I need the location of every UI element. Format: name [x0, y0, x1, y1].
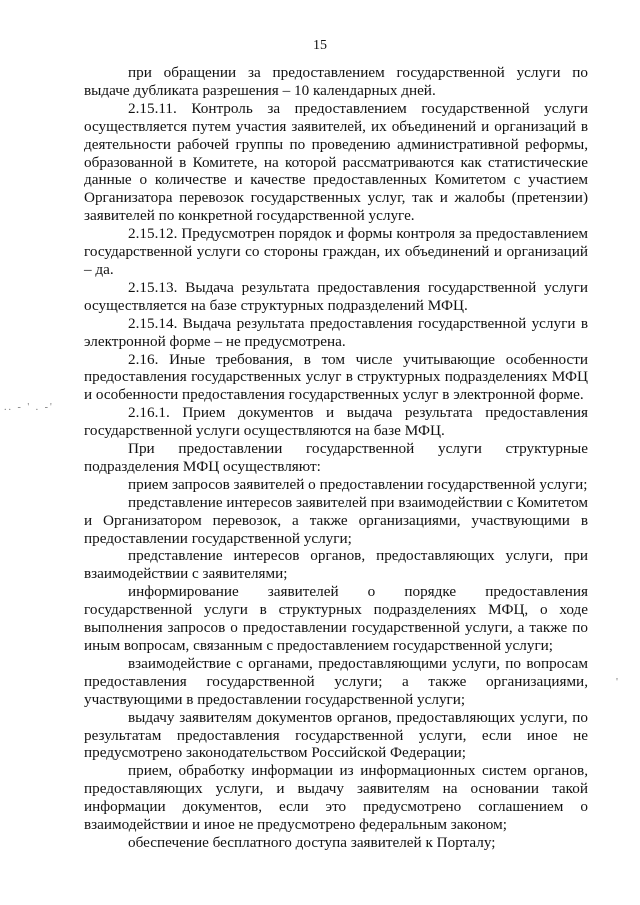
- paragraph: 2.15.12. Предусмотрен порядок и формы контроля за предоставлением государственной услуги со стороны граждан, их объединений и организаций – да.: [84, 225, 588, 278]
- paragraph: 2.15.11. Контроль за предоставлением государственной услуги осуществляется путем участия заявителей, их объединений и организаций в деятельности рабочей группы по проведению административной реформы, образованной в Комитете, на которой рассматриваются как статистические данные о количестве и качестве предоставленных Комитетом с участием Организатора перевозок государственных услуг, так и жалобы (претензии) заявителей по конкретной государственной услуге.: [84, 99, 588, 225]
- paragraph: 2.16. Иные требования, в том числе учитывающие особенности предоставления государственных услуг в структурных подразделениях МФЦ и особенности предоставления государственных услуг в электронной форме.: [84, 350, 588, 404]
- margin-scan-mark: ': [616, 676, 618, 688]
- list-item: прием, обработку информации из информационных систем органов, предоставляющих услуги, и выдачу заявителям на основании такой информации документов, если это предусмотрено соглашением о взаимодействии и иное не предусмотрено федеральным законом;: [84, 762, 588, 834]
- paragraph: 2.15.13. Выдача результата предоставления государственной услуги осуществляется на базе структурных подразделений МФЦ.: [84, 278, 588, 314]
- margin-scan-mark: .. - ' . -': [4, 402, 54, 413]
- list-item: выдачу заявителям документов органов, предоставляющих услуги, по результатам предоставления государственной услуги, если иное не предусмотрено законодательством Российской Федерации;: [84, 708, 588, 762]
- list-item: взаимодействие с органами, предоставляющими услуги, по вопросам предоставления государственной услуги; а также организациями, участвующими в предоставлении государственной услуги;: [84, 654, 588, 708]
- list-item: прием запросов заявителей о предоставлении государственной услуги;: [128, 475, 588, 493]
- list-item: представление интересов органов, предоставляющих услуги, при взаимодействии с заявителями;: [84, 547, 588, 583]
- paragraph: 2.16.1. Прием документов и выдача результата предоставления государственной услуги осуществляются на базе МФЦ.: [84, 404, 588, 440]
- list-item: информирование заявителей о порядке предоставления государственной услуги в структурных подразделениях МФЦ, о ходе выполнения запросов о предоставлении государственной услуги, а также по иным вопросам, связанным с предоставлением государственной услуги;: [84, 583, 588, 654]
- paragraph: при обращении за предоставлением государственной услуги по выдаче дубликата разрешения – 10 календарных дней.: [84, 64, 588, 99]
- paragraph: 2.15.14. Выдача результата предоставления государственной услуги в электронной форме – не предусмотрена.: [84, 314, 588, 350]
- paragraph: При предоставлении государственной услуги структурные подразделения МФЦ осуществляют:: [84, 440, 588, 475]
- list-item: обеспечение бесплатного доступа заявителей к Порталу;: [128, 833, 496, 851]
- page-number: 15: [313, 38, 327, 53]
- list-item: представление интересов заявителей при взаимодействии с Комитетом и Организатором перевозок, а также организациями, участвующими в предоставлении государственной услуги;: [84, 493, 589, 547]
- document-body: [84, 64, 588, 852]
